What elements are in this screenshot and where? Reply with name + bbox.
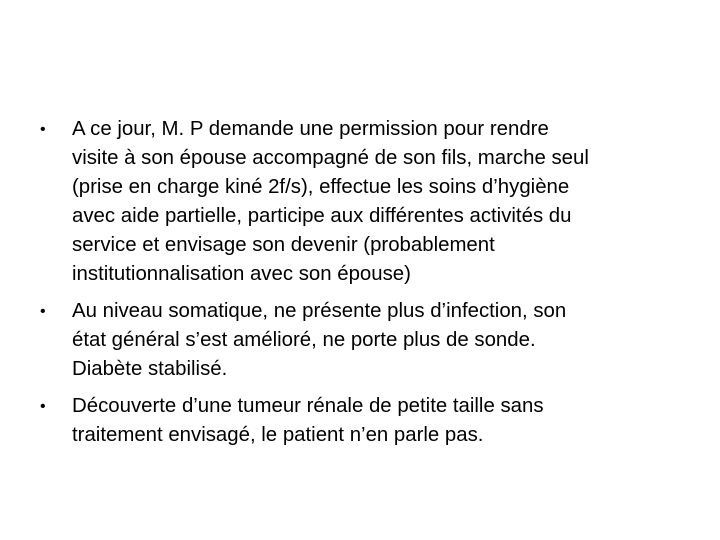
bullet-icon: • [40, 398, 46, 415]
bullet-text-line: traitement envisagé, le patient n’en parle pas. [72, 424, 484, 446]
bullet-text-line: Au niveau somatique, ne présente plus d’infection, son [72, 300, 567, 322]
bullet-list [40, 115, 690, 458]
bullet-item-tumeur [40, 392, 690, 450]
bullet-text-line: état général s’est amélioré, ne porte plus de sonde. [72, 329, 536, 351]
bullet-text-line: service et envisage son devenir (probablement [72, 234, 495, 256]
bullet-text-line: Découverte d’une tumeur rénale de petite taille sans [72, 395, 544, 417]
bullet-item-permission [40, 115, 690, 289]
bullet-text-line: avec aide partielle, participe aux différentes activités du [72, 205, 572, 227]
bullet-text-line: visite à son épouse accompagné de son fils, marche seul [72, 147, 589, 169]
bullet-item-somatique [40, 297, 690, 384]
bullet-text-line: institutionnalisation avec son épouse) [72, 263, 411, 285]
bullet-icon: • [40, 121, 46, 138]
bullet-text-line: A ce jour, M. P demande une permission pour rendre [72, 118, 549, 140]
bullet-text-line: (prise en charge kiné 2f/s), effectue les soins d’hygiène [72, 176, 570, 198]
bullet-text-line: Diabète stabilisé. [72, 358, 228, 380]
bullet-icon: • [40, 303, 46, 320]
